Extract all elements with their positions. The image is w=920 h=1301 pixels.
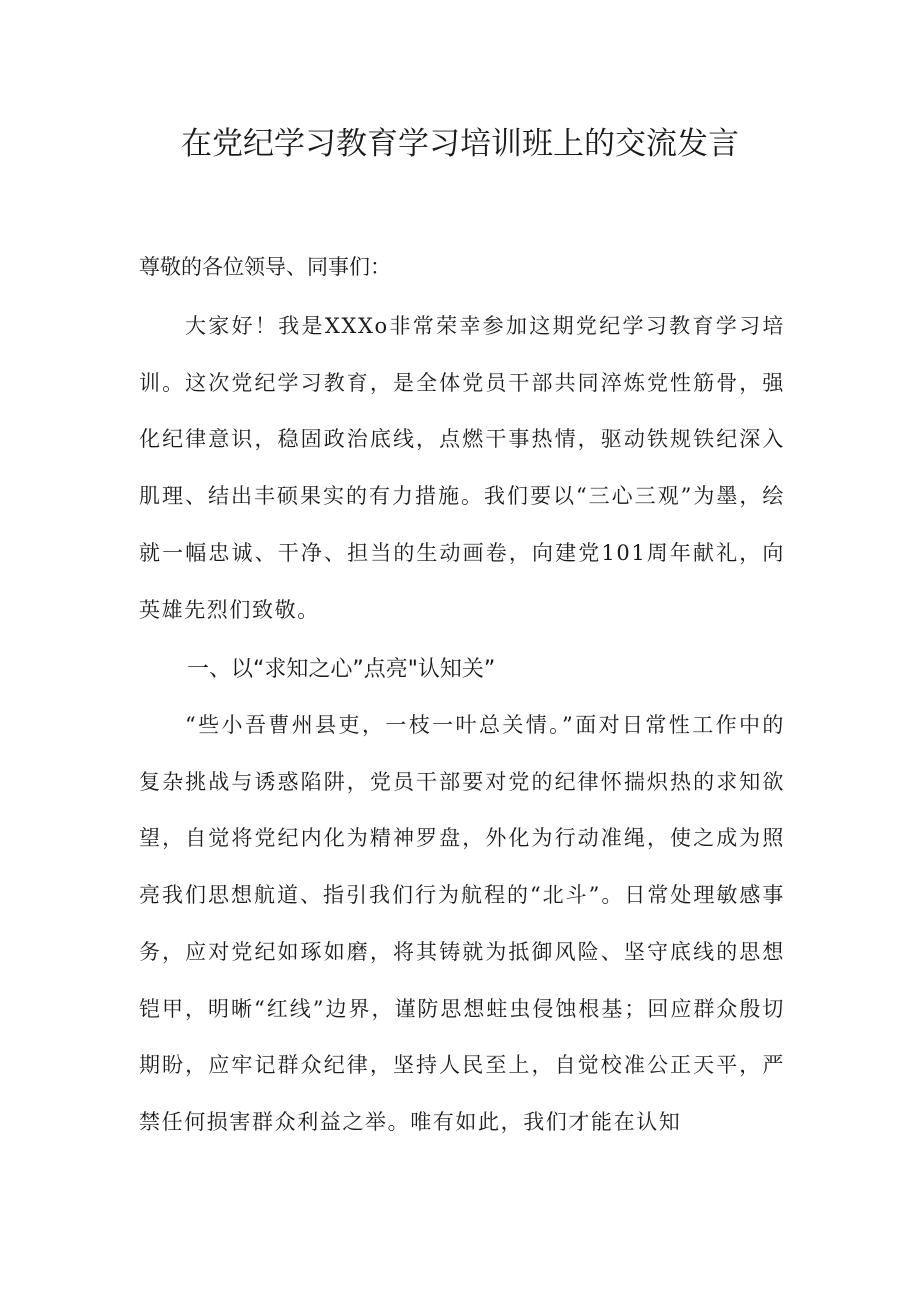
section-heading-1: 一、以“求知之心”点亮"认知关” <box>187 657 496 682</box>
salutation: 尊敬的各位领导、同事们： <box>139 255 391 279</box>
document-title: 在党纪学习教育学习培训班上的交流发言 <box>181 126 739 162</box>
opening-paragraph: 大家好！我是XXXo非常荣幸参加这期党纪学习教育学习培训。这次党纪学习教育，是全体党员干部共同淬炼党性筋骨，强化纪律意识，稳固政治底线，点燃干事热情，驱动铁规铁纪深入肌理、结出丰硕果实的有力措施。我们要以“三心三观”为墨，绘就一幅忠诚、干净、担当的生动画卷，向建党101周年献礼，向英雄先烈们致敬。 <box>139 314 785 622</box>
section-1-paragraph: “些小吾曹州县吏，一枝一叶总关情。”面对日常性工作中的复杂挑战与诱惑陷阱，党员干部要对党的纪律怀揣炽热的求知欲望，自觉将党纪内化为精神罗盘，外化为行动准绳，使之成为照亮我们思想航道、指引我们行为航程的“北斗”。日常处理敏感事务，应对党纪如琢如磨，将其铸就为抵御风险、坚守底线的思想铠甲，明晰“红线”边界，谨防思想蛀虫侵蚀根基；回应群众殷切期盼，应牢记群众纪律，坚持人民至上，自觉校准公正天平，严禁任何损害群众利益之举。唯有如此，我们才能在认知 <box>139 713 785 1134</box>
